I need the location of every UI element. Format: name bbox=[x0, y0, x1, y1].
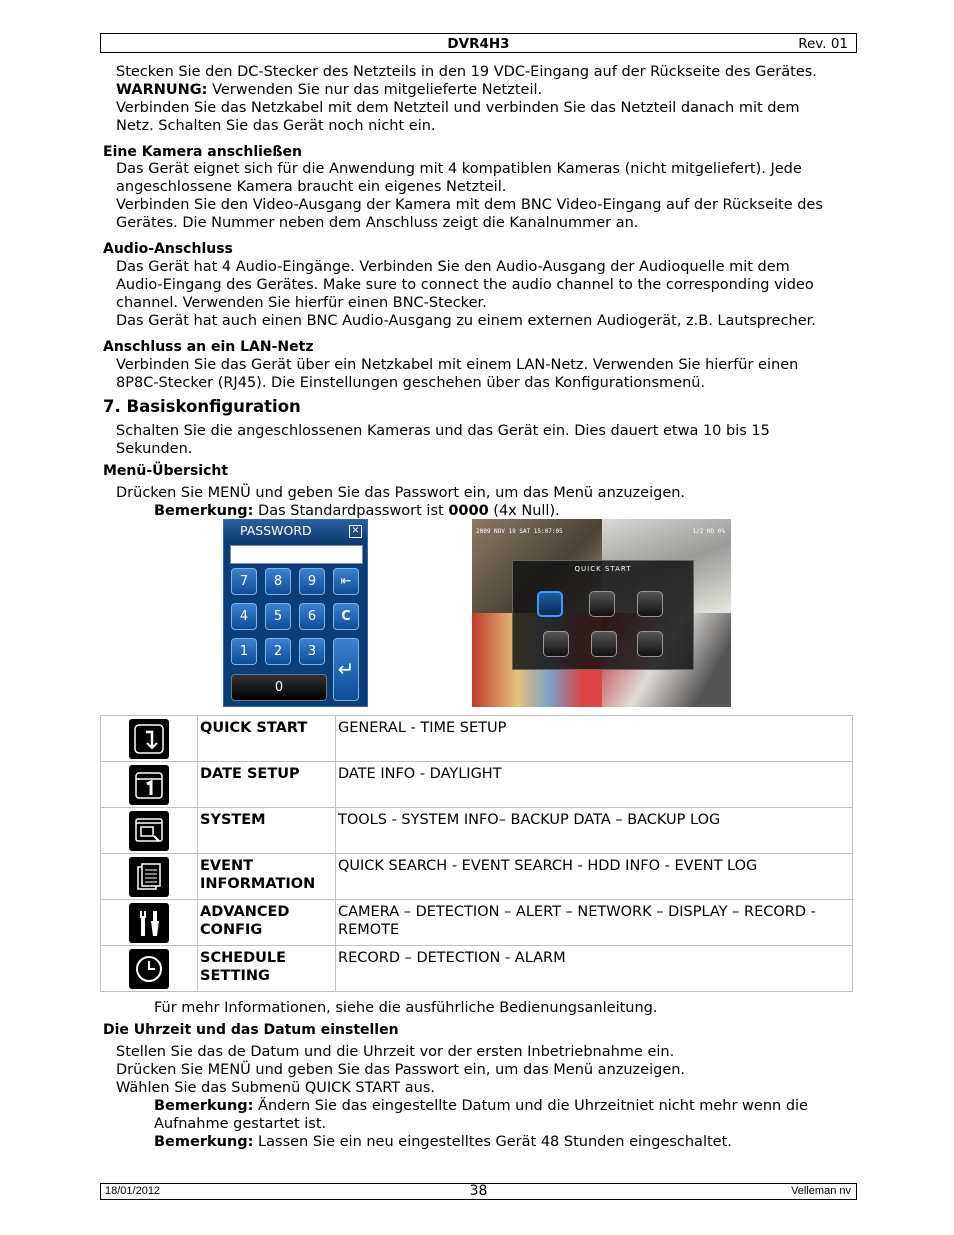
key-8: 8 bbox=[265, 568, 291, 595]
event-list-icon bbox=[543, 631, 569, 657]
page-header bbox=[100, 33, 857, 53]
uhrzeit-text: Stellen Sie das de Datum und die Uhrzeit vor der ersten Inbetriebnahme ein. Drücken Sie MENÜ und geben Sie das Passwort ein, um das Menü anzuzeigen. Wählen Sie das Submenü QUICK START aus. bbox=[116, 1044, 686, 1096]
menu-note: Bemerkung: Das Standardpasswort ist 0000 (4x Null). bbox=[154, 503, 560, 519]
footer-company: Velleman nv bbox=[791, 1185, 851, 1197]
table-row bbox=[101, 854, 853, 900]
close-icon: ✕ bbox=[349, 525, 362, 538]
after-table-text: Für mehr Informationen, siehe die ausführliche Bedienungsanleitung. bbox=[154, 1000, 658, 1016]
page-number: 38 bbox=[469, 1183, 488, 1199]
menu-description: QUICK SEARCH - EVENT SEARCH - HDD INFO - EVENT LOG bbox=[336, 854, 853, 900]
quick-start-label: QUICK START bbox=[574, 565, 632, 573]
menu-name: SYSTEM bbox=[198, 808, 336, 854]
lan-text: Verbinden Sie das Gerät über ein Netzkabel mit einem LAN-Netz. Verwenden Sie hierfür einen 8P8C-Stecker (RJ45). Die Einstellungen geschehen über das Konfigurationsmenü. bbox=[116, 357, 799, 391]
audio-text: Das Gerät hat 4 Audio-Eingänge. Verbinden Sie den Audio-Ausgang der Audioquelle mit dem Audio-Eingang des Gerätes. Make sure to connect the audio channel to the corresponding video channel. Verwenden Sie hierfür einen BNC-Stecker. Das Gerät hat auch einen BNC Audio-Ausgang zu einem externen Audiogerät, z.B. Lautsprecher. bbox=[116, 259, 816, 329]
menu-name: SCHEDULE SETTING bbox=[198, 946, 336, 992]
heading-audio: Audio-Anschluss bbox=[103, 241, 233, 257]
table-row bbox=[101, 716, 853, 762]
backspace-icon: ⇤ bbox=[333, 568, 359, 595]
key-2: 2 bbox=[265, 638, 291, 665]
key-3: 3 bbox=[299, 638, 325, 665]
system-monitor-icon bbox=[129, 811, 169, 851]
password-keypad-screenshot bbox=[223, 519, 368, 707]
menu-overview-table bbox=[100, 715, 853, 992]
tools-icon bbox=[129, 903, 169, 943]
enter-icon: ↵ bbox=[333, 638, 359, 701]
osd-datetime: 2009 NOV 19 SAT 15:07:05 bbox=[476, 528, 563, 535]
menu-text: Drücken Sie MENÜ und geben Sie das Passwort ein, um das Menü anzuzeigen. bbox=[116, 485, 686, 501]
quick-start-screenshot bbox=[472, 519, 731, 707]
menu-description: DATE INFO - DAYLIGHT bbox=[336, 762, 853, 808]
key-0: 0 bbox=[231, 674, 327, 701]
table-row bbox=[101, 808, 853, 854]
table-row bbox=[101, 900, 853, 946]
uhrzeit-notes: Bemerkung: Ändern Sie das eingestellte Datum und die Uhrzeitniet nicht mehr wenn die Aufnahme gestartet ist. Bemerkung: Lassen Sie ein neu eingestelltes Gerät 48 Stunden eingeschaltet. bbox=[154, 1098, 808, 1150]
table-row bbox=[101, 762, 853, 808]
menu-description: RECORD – DETECTION - ALARM bbox=[336, 946, 853, 992]
keypad-titlebar bbox=[224, 520, 367, 542]
key-4: 4 bbox=[231, 603, 257, 630]
heading-kamera: Eine Kamera anschließen bbox=[103, 144, 302, 160]
doc-title: DVR4H3 bbox=[447, 36, 510, 52]
key-9: 9 bbox=[299, 568, 325, 595]
clock-icon bbox=[129, 949, 169, 989]
key-6: 6 bbox=[299, 603, 325, 630]
key-1: 1 bbox=[231, 638, 257, 665]
menu-name: EVENT INFORMATION bbox=[198, 854, 336, 900]
calendar-icon bbox=[589, 591, 615, 617]
tools-icon bbox=[591, 631, 617, 657]
warning-label: WARNUNG: bbox=[116, 82, 208, 98]
clock-icon bbox=[637, 631, 663, 657]
osd-status: 1/2 HD 0% bbox=[692, 528, 725, 535]
kamera-text: Das Gerät eignet sich für die Anwendung mit 4 kompatiblen Kameras (nicht mitgeliefert). Jede angeschlossene Kamera braucht ein eigenes Netzteil. Verbinden Sie den Video-Ausgang der Kamera mit dem BNC Video-Eingang auf der Rückseite des Gerätes. Die Nummer neben dem Anschluss zeigt die Kanalnummer an. bbox=[116, 161, 823, 231]
basis-text: Schalten Sie die angeschlossenen Kameras und das Gerät ein. Dies dauert etwa 10 bis 15 Sekunden. bbox=[116, 423, 770, 457]
key-7: 7 bbox=[231, 568, 257, 595]
table-row bbox=[101, 946, 853, 992]
doc-revision: Rev. 01 bbox=[798, 36, 848, 52]
key-5: 5 bbox=[265, 603, 291, 630]
intro-text: Stecken Sie den DC-Stecker des Netzteils in den 19 VDC-Eingang auf der Rückseite des Gerätes. WARNUNG: Verwenden Sie nur das mitgelieferte Netzteil. Verbinden Sie das Netzkabel mit dem Netzteil und verbinden Sie das Netzteil danach mit dem Netz. Schalten Sie das Gerät noch nicht ein. bbox=[116, 64, 817, 134]
keypad-title: PASSWORD bbox=[240, 523, 312, 538]
quick-start-icon bbox=[129, 719, 169, 759]
heading-lan: Anschluss an ein LAN-Netz bbox=[103, 339, 314, 355]
password-field bbox=[230, 545, 363, 564]
heading-menu: Menü-Übersicht bbox=[103, 463, 229, 479]
quick-start-icon bbox=[537, 591, 563, 617]
calendar-icon bbox=[129, 765, 169, 805]
menu-description: GENERAL - TIME SETUP bbox=[336, 716, 853, 762]
quick-start-menu bbox=[512, 560, 694, 670]
menu-description: TOOLS - SYSTEM INFO– BACKUP DATA – BACKUP LOG bbox=[336, 808, 853, 854]
section-heading-basiskonfiguration: 7. Basiskonfiguration bbox=[103, 397, 301, 416]
system-monitor-icon bbox=[637, 591, 663, 617]
key-clear: C bbox=[333, 603, 359, 630]
page-footer bbox=[100, 1183, 857, 1200]
event-list-icon bbox=[129, 857, 169, 897]
menu-description: CAMERA – DETECTION – ALERT – NETWORK – DISPLAY – RECORD - REMOTE bbox=[336, 900, 853, 946]
menu-name: QUICK START bbox=[198, 716, 336, 762]
footer-date: 18/01/2012 bbox=[105, 1185, 161, 1197]
menu-name: ADVANCED CONFIG bbox=[198, 900, 336, 946]
menu-name: DATE SETUP bbox=[198, 762, 336, 808]
heading-uhrzeit: Die Uhrzeit und das Datum einstellen bbox=[103, 1022, 399, 1038]
